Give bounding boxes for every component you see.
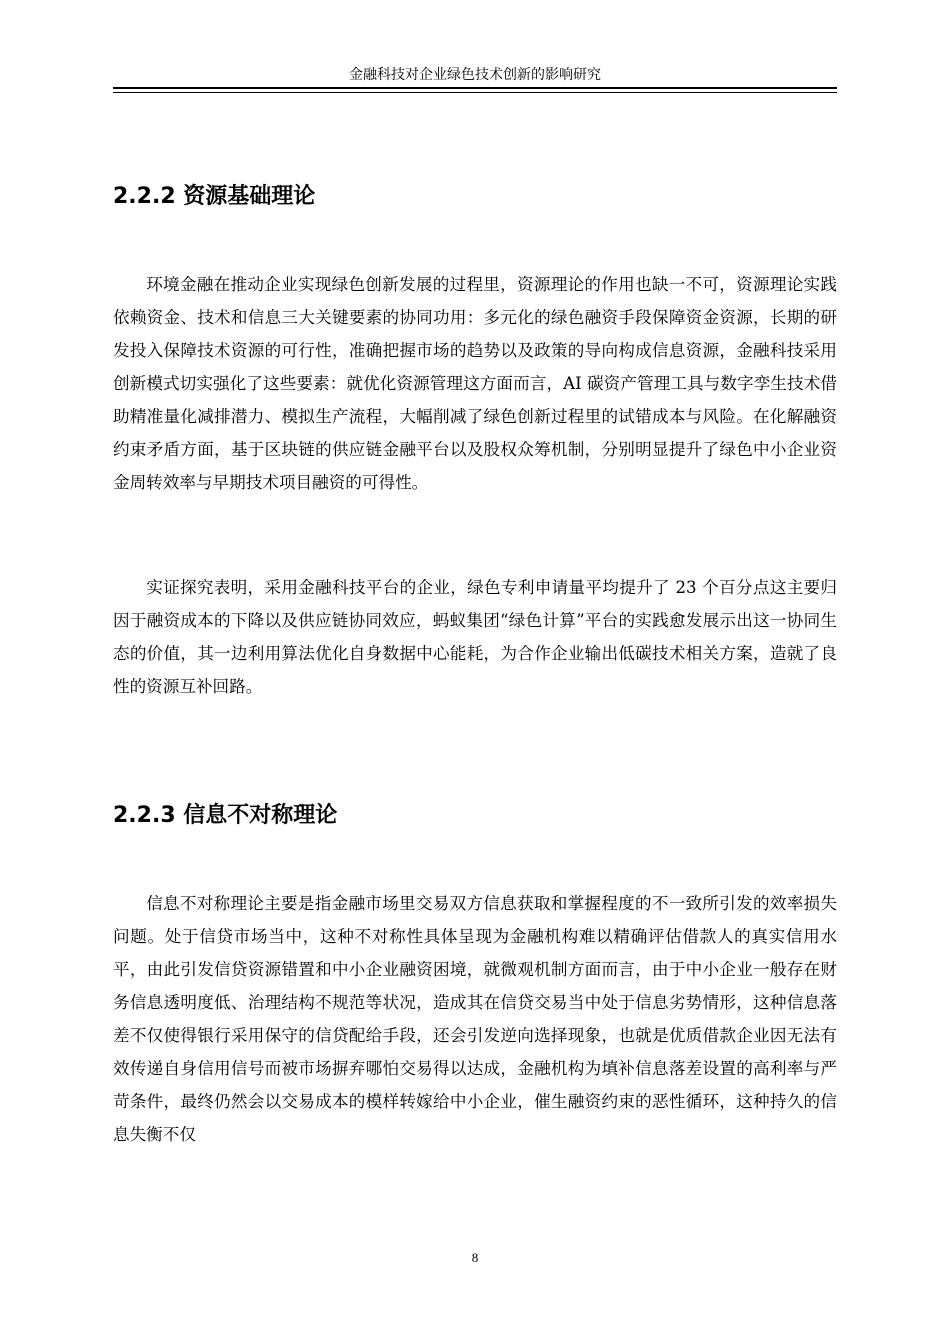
- paragraph-resource-theory-2: 实证探究表明，采用金融科技平台的企业，绿色专利申请量平均提升了 23 个百分点这主要归因于融资成本的下降以及供应链协同效应，蚂蚁集团“绿色计算”平台的实践愈发展示出这一协同生态的价值，其一边利用算法优化自身数据中心能耗，为合作企业输出低碳技术相关方案，造就了良性的资源互补回路。: [113, 578, 837, 696]
- header-rule-thick: [113, 87, 837, 89]
- page-number: 8: [471, 1250, 479, 1265]
- header-rule-thin: [113, 92, 837, 93]
- running-header: 金融科技对企业绿色技术创新的影响研究: [349, 67, 601, 83]
- paragraph-resource-theory-1: 环境金融在推动企业实现绿色创新发展的过程里，资源理论的作用也缺一不可，资源理论实践依赖资金、技术和信息三大关键要素的协同功用：多元化的绿色融资手段保障资金资源，长期的研发投入保障技术资源的可行性，准确把握市场的趋势以及政策的导向构成信息资源，金融科技采用创新模式切实强化了这些要素：就优化资源管理这方面而言，AI 碳资产管理工具与数字孪生技术借助精准量化减排潜力、模拟生产流程，大幅削减了绿色创新过程里的试错成本与风险。在化解融资约束矛盾方面，基于区块链的供应链金融平台以及股权众筹机制，分别明显提升了绿色中小企业资金周转效率与早期技术项目融资的可得性。: [113, 275, 837, 492]
- section-heading-2-2-3: 2.2.3 信息不对称理论: [113, 803, 338, 828]
- section-heading-2-2-2: 2.2.2 资源基础理论: [113, 184, 316, 209]
- paragraph-information-asymmetry-1: 信息不对称理论主要是指金融市场里交易双方信息获取和掌握程度的不一致所引发的效率损失问题。处于信贷市场当中，这种不对称性具体呈现为金融机构难以精确评估借款人的真实信用水平，由此引发信贷资源错置和中小企业融资困境，就微观机制方面而言，由于中小企业一般存在财务信息透明度低、治理结构不规范等状况，造成其在信贷交易当中处于信息劣势情形，这种信息落差不仅使得银行采用保守的信贷配给手段，还会引发逆向选择现象，也就是优质借款企业因无法有效传递自身信用信号而被市场摒弃哪怕交易得以达成，金融机构为填补信息落差设置的高利率与严苛条件，最终仍然会以交易成本的模样转嫁给中小企业，催生融资约束的恶性循环，这种持久的信息失衡不仅: [113, 894, 837, 1144]
